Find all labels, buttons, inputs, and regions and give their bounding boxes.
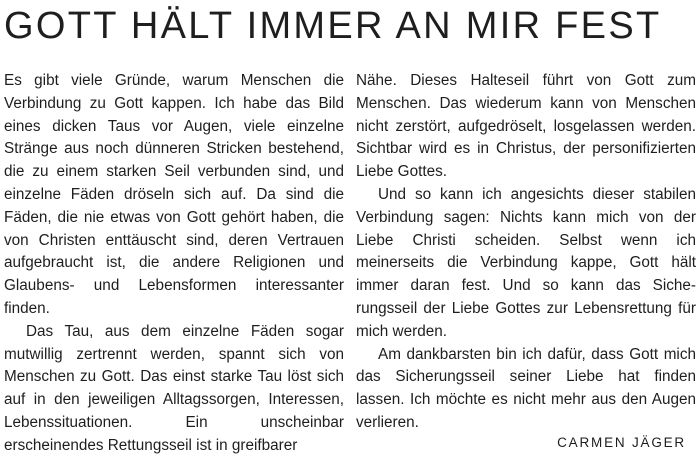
article-title: GOTT HÄLT IMMER AN MIR FEST xyxy=(4,5,662,47)
paragraph-3: Und so kann ich angesichts dieser stabilen Verbindung sagen: Nichts kann mich von der Liebe Christi scheiden. Selbst wenn ich meinerseits die Verbindung kappe, Gott hält immer daran fest. Und so kann das Sicherungsseil der Liebe Gottes zur Lebensrettung für mich werden. xyxy=(356,185,696,340)
left-column xyxy=(4,70,344,458)
paragraph-2: Das Tau, aus dem einzelne Fäden sogar mutwillig zertrennt werden, spannt sich von Menschen zu Gott. Das einst starke Tau löst sich auf in den jeweiligen Alltagssorgen, Interessen, Lebenssituationen. Ein unscheinbar erscheinendes Rettungsseil ist in greifbarer xyxy=(4,322,344,454)
right-column xyxy=(356,70,696,435)
paragraph-1: Es gibt viele Gründe, warum Menschen die Verbindung zu Gott kappen. Ich habe das Bild eines dicken Taus vor Augen, viele einzelne Stränge aus noch dünneren Stricken bestehend, die zu einem starken Seil verbunden sind, und einzelne Fäden dröseln sich auf. Da sind die Fäden, die nie etwas von Gott gehört haben, die von Christen enttäuscht sind, deren Vertrauen aufgebraucht ist, die andere Religionen und Glaubens- und Lebensformen interessanter finden. xyxy=(4,72,344,317)
paragraph-4: Am dankbarsten bin ich dafür, dass Gott mich das Sicherungsseil seiner Liebe hat finden lassen. Ich möchte es nicht mehr aus den Augen verlieren. xyxy=(356,345,696,431)
author-name: CARMEN JÄGER xyxy=(557,435,686,450)
paragraph-2-continued: Nähe. Dieses Halteseil führt von Gott zum Menschen. Das wiederum kann von Menschen nicht zerstört, aufgedröselt, losgelassen werden. Sichtbar wird es in Christus, der personifizierten Liebe Gottes. xyxy=(356,72,696,181)
